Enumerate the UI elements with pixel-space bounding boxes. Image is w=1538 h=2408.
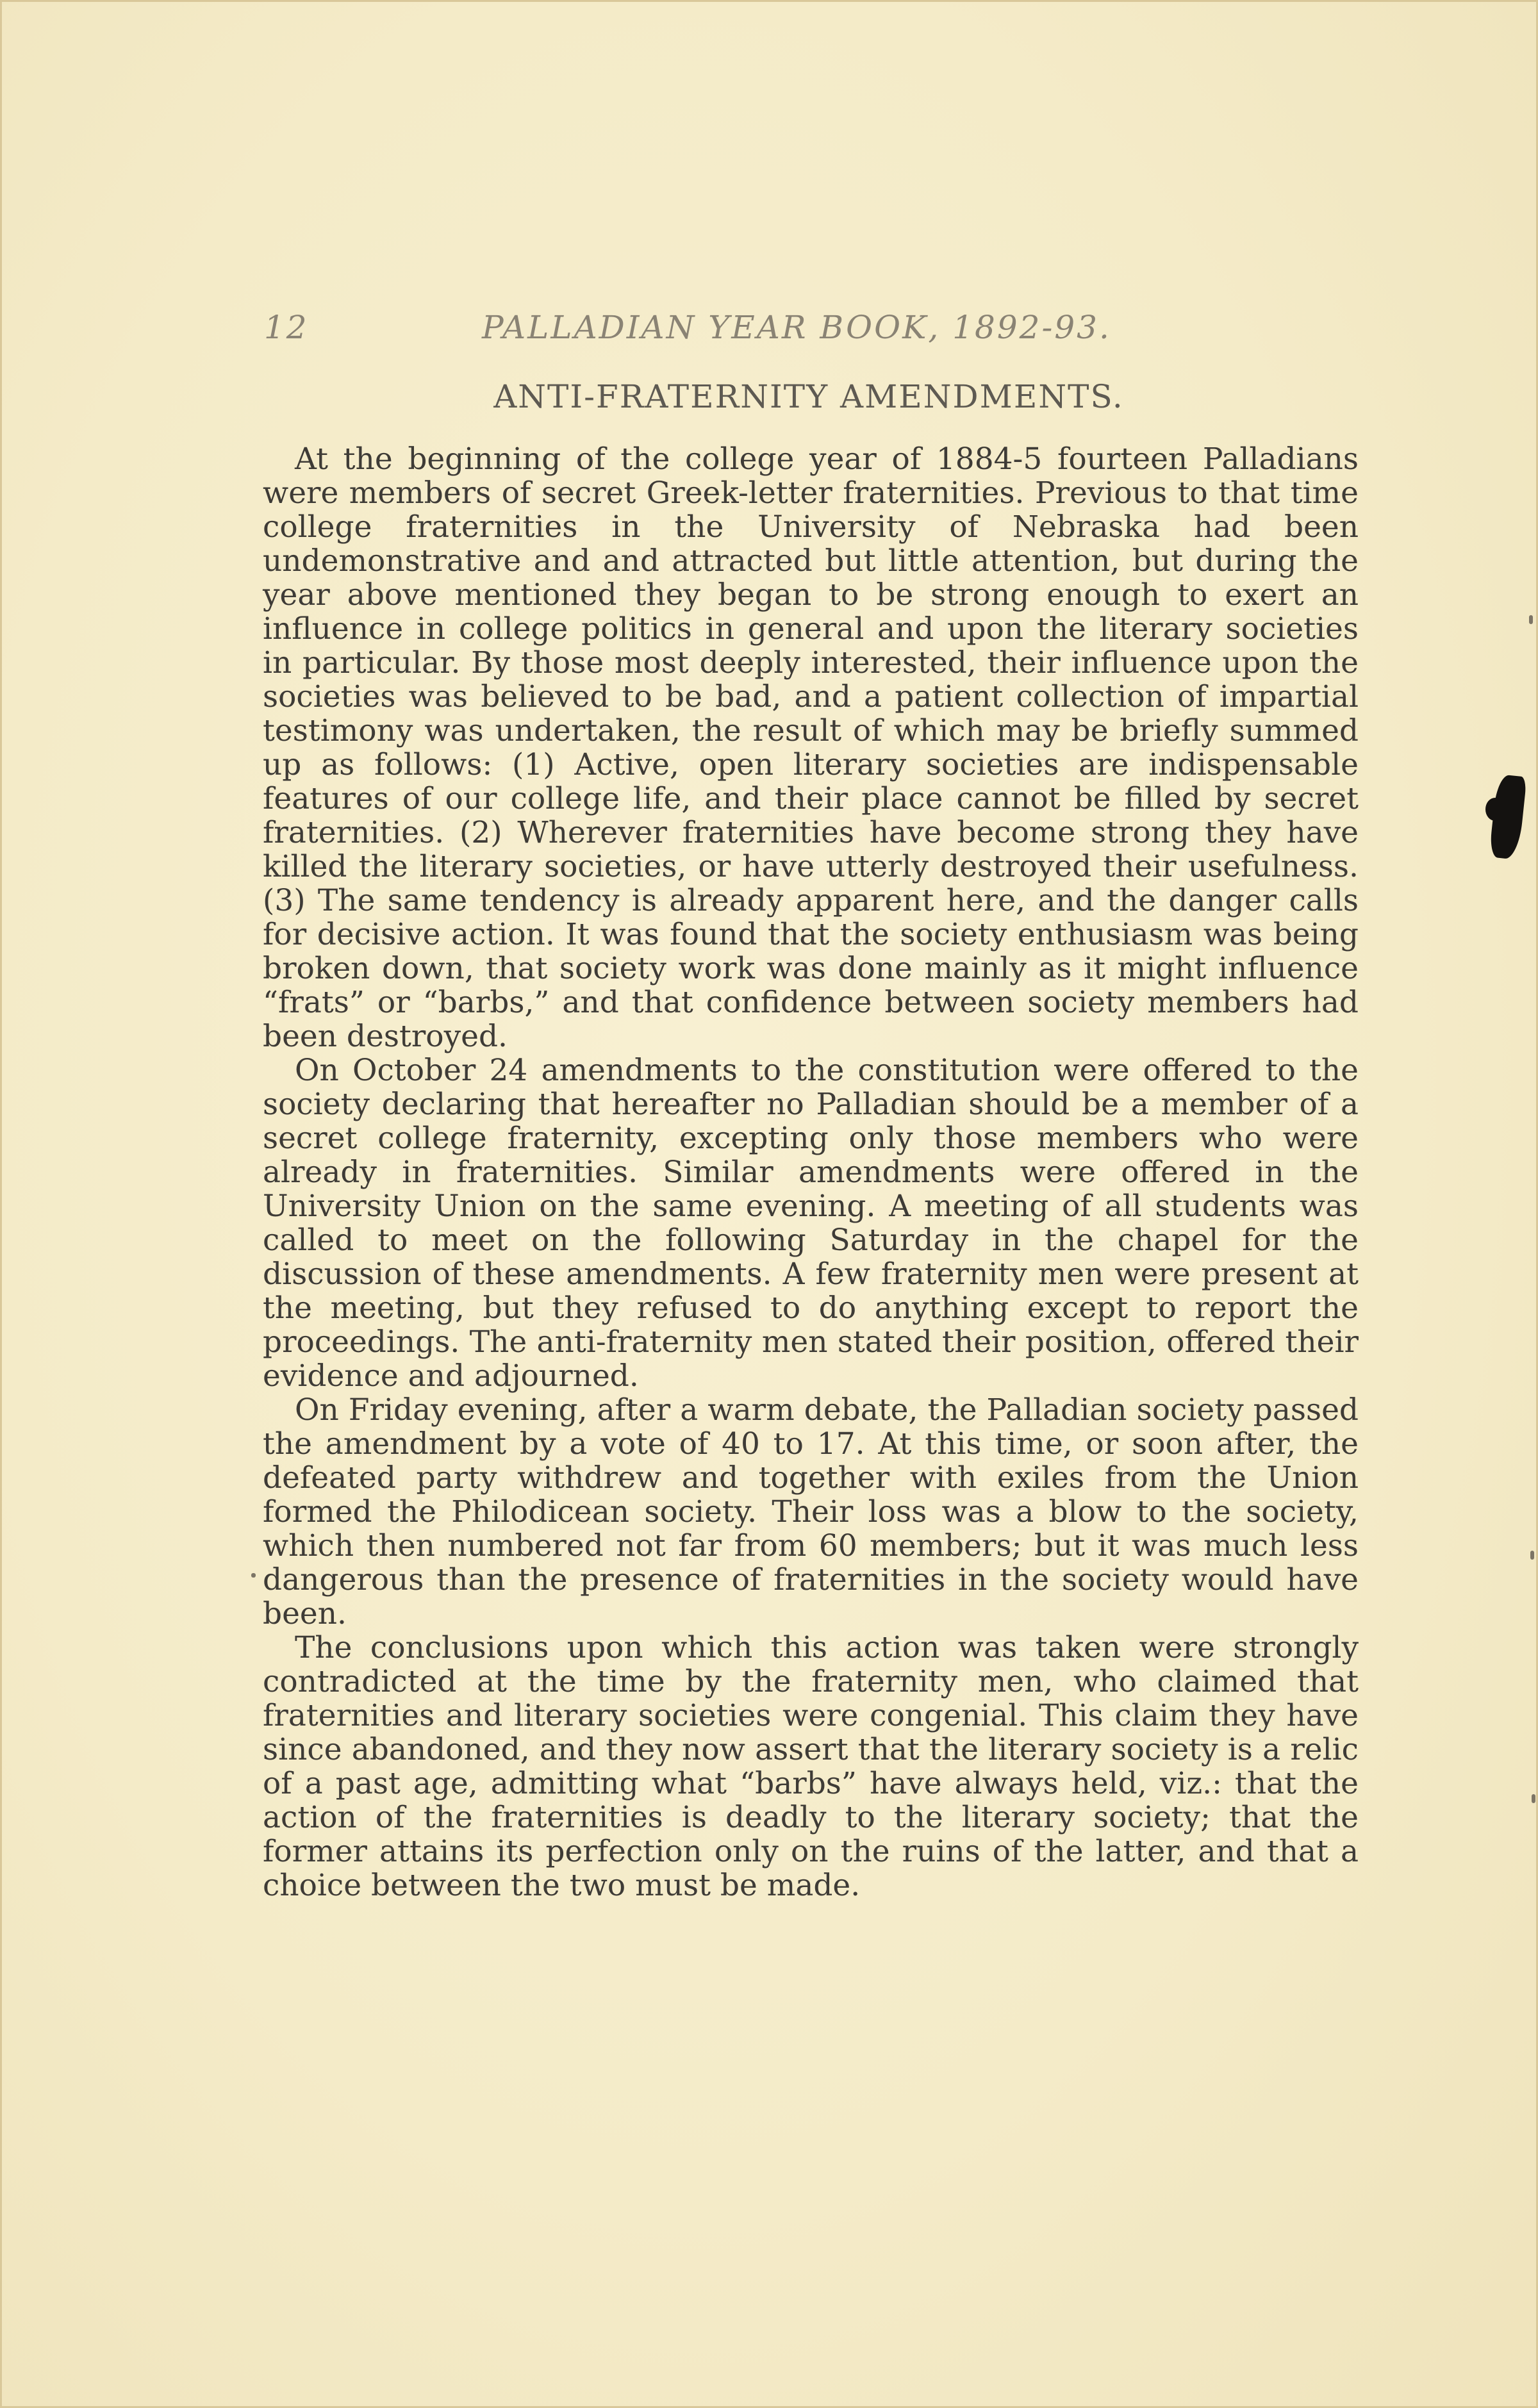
page-number: 12 — [264, 309, 309, 346]
paper-fleck — [1530, 1551, 1534, 1560]
section-heading: ANTI-FRATERNITY AMENDMENTS. — [493, 378, 1124, 415]
paragraph-3: On Friday evening, after a warm debate, the Palladian society passed the amendment by a vote of 40 to 17. At this time, or soon after, the defeated party withdrew and together with exiles from the Union formed the Philodicean society. Their loss was a blow to the society, which then numbered not far from 60 members; but it was much less dangerous than the presence of fraternities in the society would have been. — [263, 1392, 1359, 1631]
ink-blot-drop — [1485, 798, 1505, 821]
paragraph-4: The conclusions upon which this action was taken were strongly contradicted at the time by the fraternity men, who claimed that fraternities and literary societies were congenial. This claim they have since abandoned, and they now assert that the literary society is a relic of a past age, admitting what “barbs” have always held, viz.: that the action of the fraternities is deadly to the literary society; that the former attains its perfection only on the ruins of the latter, and that a choice between the two must be made. — [263, 1630, 1359, 1903]
paragraph-1: At the beginning of the college year of 1884-5 fourteen Palladians were members of secret Greek-letter fraternities. Previous to that time college fraternities in the University of Nebraska had been undemonstrative and and attracted but little attention, but during the year above mentioned they began to be strong enough to exert an influence in college politics in general and upon the literary societies in particular. By those most deeply interested, their influence upon the societies was believed to be bad, and a patient collection of impartial testimony was undertaken, the result of which may be briefly summed up as follows: (1) Active, open literary societies are indispensable features of our college life, and their place cannot be filled by secret fraternities. (2) Wherever fraternities have become strong they have killed the literary societies, or have utterly destroyed their usefulness. (3) The same tendency is already apparent here, and the danger calls for decisive action. It was found that the society enthusiasm was being broken down, that society work was done mainly as it might influence “frats” or “barbs,” and that confidence between society members had been destroyed. — [263, 441, 1359, 1054]
running-head-title: PALLADIAN YEAR BOOK, 1892-93. — [482, 309, 1111, 346]
body-text — [263, 442, 1359, 1902]
running-head — [264, 309, 1161, 354]
paper-fleck — [251, 1573, 256, 1578]
paper-fleck — [1529, 615, 1533, 624]
paper-fleck — [1532, 1794, 1535, 1803]
paragraph-2: On October 24 amendments to the constitution were offered to the society declaring that hereafter no Palladian should be a member of a secret college fraternity, excepting only those members who were already in fraternities. Similar amendments were offered in the University Union on the same evening. A meeting of all students was called to meet on the following Saturday in the chapel for the discussion of these amendments. A few fraternity men were present at the meeting, but they refused to do anything except to report the proceedings. The anti-fraternity men stated their position, offered their evidence and adjourned. — [263, 1053, 1359, 1394]
